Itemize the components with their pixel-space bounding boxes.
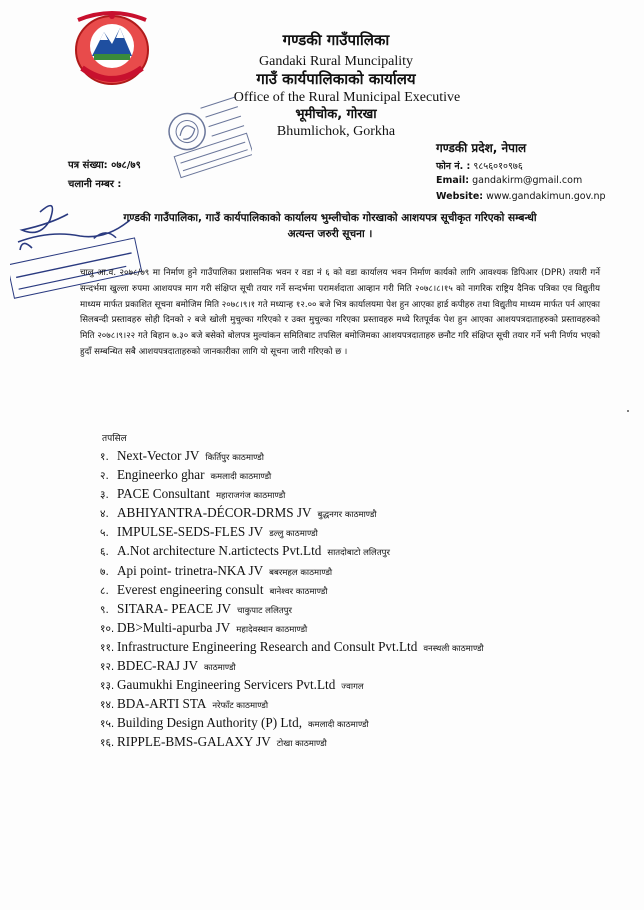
- firm-name: ABHIYANTRA-DÉCOR-DRMS JV: [117, 505, 312, 521]
- notice-title: [80, 210, 580, 243]
- office-name-en: Office of the Rural Municipal Executive: [233, 90, 461, 105]
- list-heading: तपसिल: [102, 434, 127, 444]
- list-item: [100, 521, 484, 540]
- firm-location: चाकुपाट ललितपुर: [236, 605, 293, 616]
- firm-location: कमलादी काठमाण्डौ: [308, 720, 369, 731]
- office-stamp: [160, 96, 252, 180]
- list-item-number: ७.: [100, 565, 109, 578]
- firm-location: टोखा काठमाण्डौ: [276, 739, 327, 750]
- list-item-number: ६.: [100, 546, 109, 559]
- firm-location: ज्वागल: [341, 682, 364, 693]
- list-item-number: २.: [100, 470, 109, 483]
- list-item: [100, 655, 484, 674]
- list-item: [100, 445, 484, 464]
- list-item-number: ८.: [100, 584, 109, 597]
- firm-name: Api point- trinetra-NKA JV: [117, 562, 264, 578]
- phone-line: [436, 159, 523, 172]
- list-item: [100, 502, 484, 521]
- firm-location: सातदोबाटो ललितपुर: [327, 548, 390, 559]
- list-item-number: १४.: [100, 699, 115, 712]
- email-label: Email:: [436, 175, 470, 186]
- list-item: [100, 674, 484, 693]
- list-item-number: १०.: [100, 622, 115, 635]
- website-url: www.gandakimun.gov.np: [486, 191, 606, 202]
- firm-name: RIPPLE-BMS-GALAXY JV: [117, 734, 271, 750]
- office-name-np: गाउँ कार्यपालिकाको कार्यालय: [256, 70, 416, 88]
- list-item-number: ११.: [100, 641, 115, 654]
- firm-location: नरेफाँट काठमाण्डौ: [212, 701, 269, 712]
- phone-number: ९८५६०१०९७६: [473, 161, 523, 172]
- province-label: गण्डकी प्रदेश, नेपाल: [436, 141, 527, 155]
- firm-name: IMPULSE-SEDS-FLES JV: [117, 524, 264, 540]
- list-item: [100, 598, 484, 617]
- list-item-number: ४.: [100, 508, 109, 521]
- list-item: [100, 540, 484, 559]
- firm-location: वनस्थली काठमाण्डौ: [423, 643, 484, 654]
- firm-name: SITARA- PEACE JV: [117, 600, 231, 616]
- email-line: [436, 175, 582, 186]
- place-name-np: भूमीचोक, गोरखा: [295, 107, 377, 122]
- email-address: gandakirm@gmail.com: [472, 175, 583, 186]
- nepal-emblem-logo: [64, 10, 160, 96]
- margin-dot: [627, 410, 629, 412]
- notice-title-line1: गण्डकी गाउँपालिका, गाउँ कार्यपालिकाको कार्यालय भुम्लीचोक गोरखाको आशयपत्र सूचीकृत गरिएको सम्बन्धी: [123, 212, 537, 224]
- firm-location: बबरमहल काठमाण्डौ: [269, 567, 333, 578]
- notice-body: चालु आ.व. २०७८/७९ मा निर्माण हुने गाउँपालिका प्रशासनिक भवन र वडा नं ६ को वडा कार्यालय भवन निर्माण कार्यको लागि आवश्यक डिपिआर (DPR) तयारी गर्ने सन्दर्भमा खुल्ला रुपमा आशयपत्र माग गरी संक्षिप्त सूची तयार गर्ने सन्दर्भमा परामर्शदाता आव्हान गरी मिति २०७८।८।१५ को नागरिक राष्ट्रिय दैनिक पत्रिका एव विद्युतीय माध्यम मार्फत प्रकाशित सूचना बमोजिम मिति २०७८।९।१ गते मध्यान्ह १२.०० बजे भित्र कार्यालयमा पेश हुन आएका हार्ड कपीहरु तथा विद्युतीय माध्यम मार्फत पर्न आएका सिलबन्दी प्रस्तावहरु सोही दिनको २ बजे खोली मुचुल्का गरिएको र उक्त मुचुल्का गरिएका प्रस्तावहरु मध्ये रितपूर्वक पेश हुन आएका आशयपत्रदाताहरुको प्रस्तावहरुको मिति २०७८।९।२२ गते बिहान ७.३० बजे बसेको बोलपत्र मुल्यांकन समितिबाट तपसिल बमोजिमका आशयपत्रदाताहरु छनौट गरि संक्षिप्त सूची तयार गर्ने भनी निर्णय भएको हुदाँ सम्बन्धित सबै आशयपत्रदाताहरुको जानकारीका लागि यो सूचना जारी गरिएको छ ।: [80, 268, 600, 357]
- website-line: [436, 191, 606, 202]
- list-item-number: ५.: [100, 527, 109, 540]
- firm-name: Engineerko ghar: [117, 467, 205, 483]
- list-item-number: १५.: [100, 718, 115, 731]
- list-item-number: ३.: [100, 489, 109, 502]
- list-item: [100, 579, 484, 598]
- firm-name: A.Not architecture N.artictects Pvt.Ltd: [117, 543, 322, 559]
- firm-name: Next-Vector JV: [117, 448, 200, 463]
- website-label: Website:: [436, 191, 484, 202]
- list-item: [100, 712, 484, 731]
- list-item: [100, 560, 484, 579]
- municipality-name-en: Gandaki Rural Muncipality: [259, 54, 413, 69]
- list-item: [100, 464, 484, 483]
- firm-list: [100, 445, 484, 751]
- firm-name: BDEC-RAJ JV: [117, 658, 198, 674]
- firm-name: PACE Consultant: [117, 486, 210, 502]
- municipality-name-np: गण्डकी गाउँपालिका: [282, 31, 390, 49]
- list-item: [100, 693, 484, 712]
- list-item-number: १.: [100, 451, 109, 463]
- firm-name: Everest engineering consult: [117, 581, 264, 597]
- firm-location: बुद्धनगर काठमाण्डौ: [317, 510, 377, 521]
- firm-location: डल्लु काठमाण्डौ: [269, 529, 318, 540]
- firm-location: महादेवस्थान काठमाण्डौ: [236, 624, 308, 635]
- firm-location: महाराजगंज काठमाण्डौ: [215, 491, 286, 502]
- list-item: [100, 483, 484, 502]
- firm-location: किर्तिपुर काठमाण्डौ: [205, 453, 264, 463]
- firm-name: Gaumukhi Engineering Servicers Pvt.Ltd: [117, 677, 336, 693]
- list-item: [100, 617, 484, 636]
- notice-title-line2: अत्यन्त जरुरी सूचना ।: [287, 228, 373, 241]
- list-item-number: १६.: [100, 737, 115, 750]
- firm-name: Building Design Authority (P) Ltd,: [117, 715, 302, 731]
- letter-number: पत्र संख्या: ०७८/७९: [68, 160, 141, 171]
- place-name-en: Bhumlichok, Gorkha: [276, 124, 396, 139]
- phone-label: फोन नं. :: [436, 161, 471, 172]
- firm-name: BDA-ARTI STA: [117, 696, 207, 712]
- list-item-number: ९.: [100, 603, 109, 616]
- list-item: [100, 731, 484, 750]
- firm-location: कमलादी काठमाण्डौ: [210, 472, 272, 483]
- list-item-number: १३.: [100, 680, 115, 693]
- list-item-number: १२.: [100, 661, 115, 674]
- dispatch-number: चलानी नम्बर :: [68, 179, 122, 190]
- firm-location: बानेश्वर काठमाण्डौ: [269, 586, 328, 597]
- firm-location: काठमाण्डौ: [203, 663, 236, 674]
- list-item: [100, 636, 484, 655]
- firm-name: Infrastructure Engineering Research and Consult Pvt.Ltd: [117, 638, 418, 654]
- firm-name: DB>Multi-apurba JV: [117, 619, 231, 635]
